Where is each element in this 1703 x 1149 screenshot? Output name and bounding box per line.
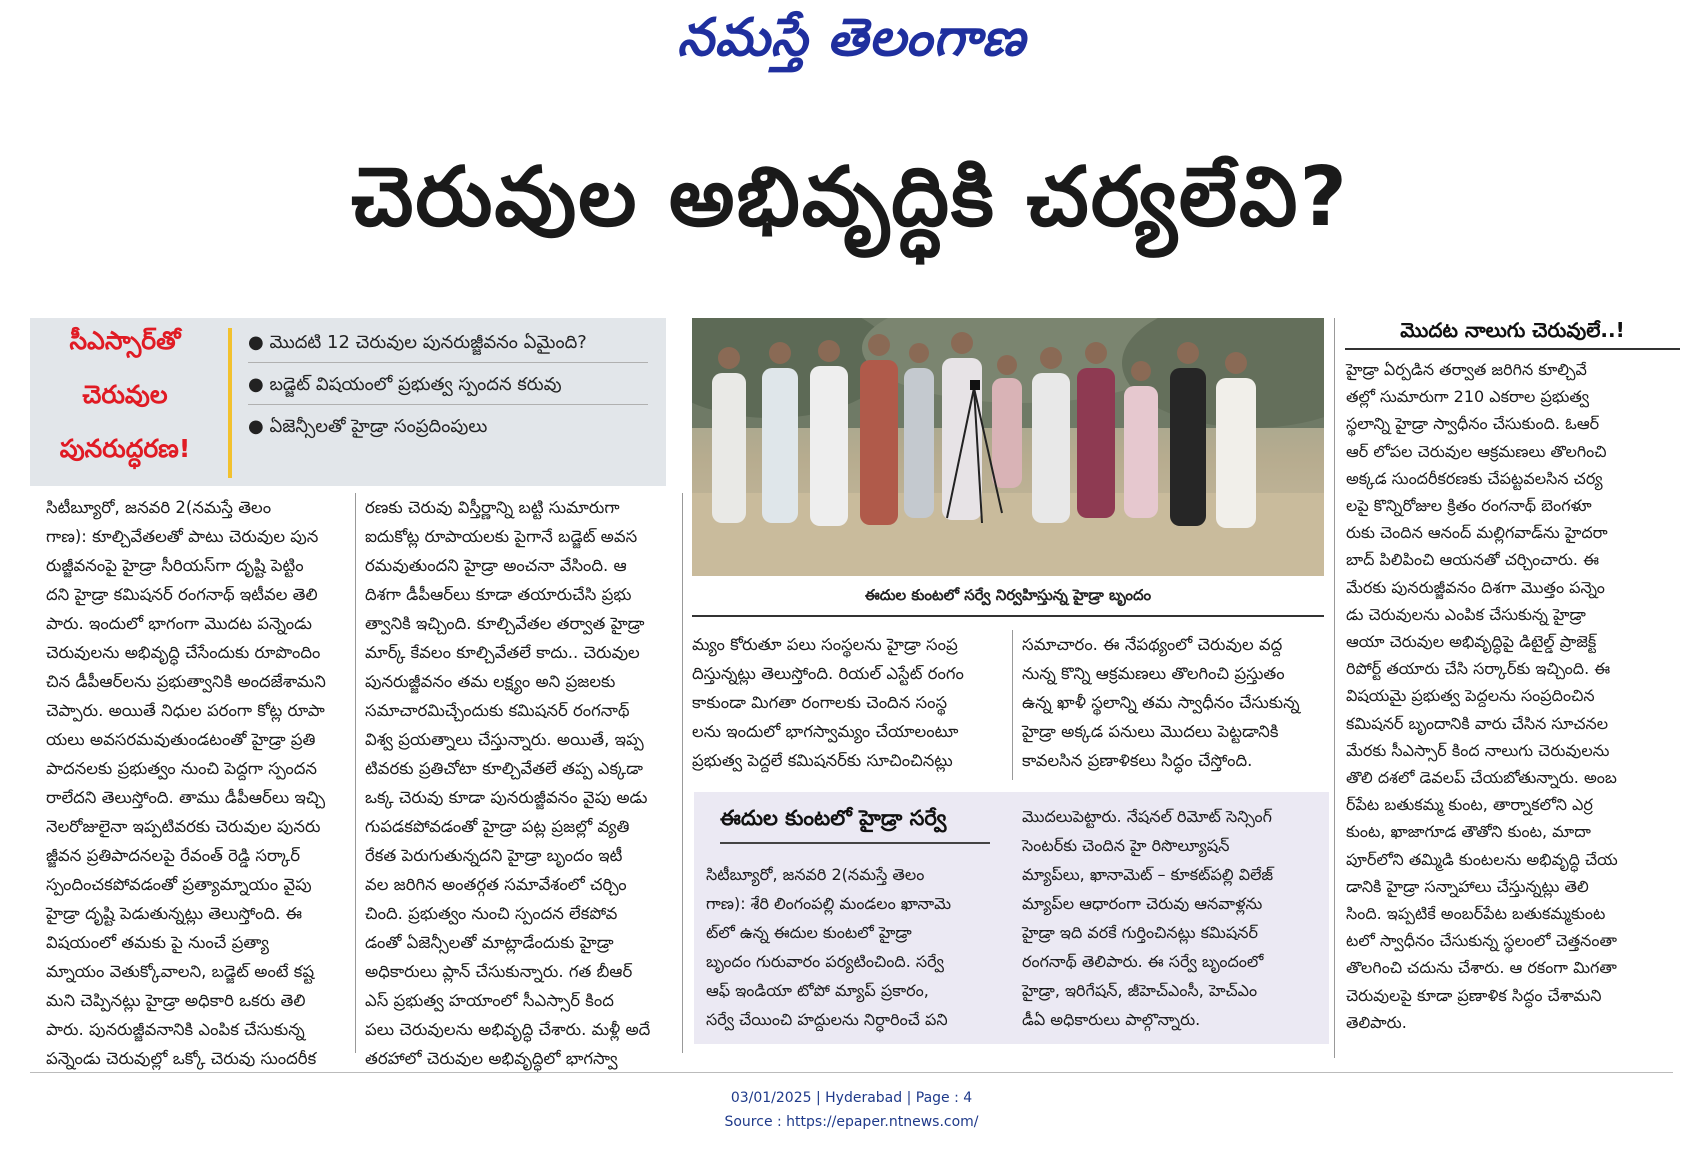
highlight-box (30, 318, 666, 486)
sidebar-title-rule (720, 842, 990, 844)
footer-rule (30, 1072, 1673, 1073)
highlight-bullet-text: ఏజెన్సీలతో హైడ్రా సంప్రదింపులు (269, 416, 488, 437)
bullet-divider (248, 404, 648, 405)
article-column-4: సమాచారం. ఈ నేపథ్యంలో చెరువుల వద్ద నున్న కొన్ని ఆక్రమణలు తొలగించి ప్రస్తుతం ఉన్న ఖాళీ స్థలాన్ని తమ స్వాధీనం చేసుకున్న హైడ్రా అక్కడ పనులు మొదలు పెట్టడానికి కావలసిన ప్రణాళికలు సిద్ధం చేస్తోంది. (1022, 635, 1300, 770)
column-divider (1334, 318, 1335, 1058)
highlight-label-line: సీఎస్సార్‌తో (69, 326, 181, 355)
highlight-divider (228, 328, 232, 478)
column-divider (355, 493, 356, 1053)
sidebar-story-column-a: సిటీబ్యూరో, జనవరి 2(నమస్తే తెలం గాణ): శేరి లింగంపల్లి మండలం ఖానామె ట్‌లో ఉన్న ఈదుల కుంటలో హైడ్రా బృందం గురువారం పర్యటించింది. సర్వే ఆఫ్ ఇండియా టోపో మ్యాప్ ప్రకారం, సర్వే చేయించి హద్దులను నిర్ధారించే పని (706, 865, 952, 1029)
right-story-body: హైడ్రా ఏర్పడిన తర్వాత జరిగిన కూల్చివే తల్లో సుమారుగా 210 ఎకరాల ప్రభుత్వ స్థలాన్ని హైడ్రా స్వాధీనం చేసుకుంది. ఓఆర్ ఆర్ లోపల చెరువుల ఆక్రమణలు తొలగించి అక్కడ సుందరీకరణకు చేపట్టవలసిన చర్య లపై కొన్నిరోజుల క్రితం రంగనాథ్ బెంగళూ రుకు చెందిన ఆనంద్ మల్లిగవాడ్‌ను హైదరా బాద్ పిలిపించి ఆయనతో చర్చించారు. ఈ మేరకు పునరుజ్జీవనం దిశగా మొత్తం పన్నెం డు చెరువులను ఎంపిక చేసుకున్న హైడ్రా ఆయా చెరువుల అభివృద్ధిపై డిటైల్డ్ ప్రాజెక్ట్ రిపోర్ట్ తయారు చేసి సర్కార్‌కు ఇచ్చింది. ఈ విషయమై ప్రభుత్వ పెద్దలను సంప్రదించిన కమిషనర్ బృందానికి వారు చేసిన సూచనల మేరకు సీఎస్సార్ కింద నాలుగు చెరువులను తొలి దశలో డెవలప్ చేయబోతున్నారు. అంబ ర్‌పేట బతుకమ్మ కుంట, తార్నాకలోని ఎర్ర కుంట, ఖాజాగూడ తౌతోని కుంట, మాదా పూర్‌లోని తమ్మిడి కుంటలను అభివృద్ధి చేయ డానికి హైడ్రా సన్నాహాలు చేస్తున్నట్లు తెలి సింది. ఇప్పటికే అంబర్‌పేట బతుకమ్మకుంట టలో స్వాధీనం చేసుకున్న స్థలంలో చెత్తనంతా తొలగించి చదును చేశారు. ఆ రకంగా మిగతా చెరువులపై కూడా ప్రణాళిక సిద్ధం చేశామని తెలిపారు. (1346, 360, 1618, 1032)
column-divider (682, 493, 683, 1053)
highlight-bullet: ● ఏజెన్సీలతో హైడ్రా సంప్రదింపులు (248, 416, 488, 437)
highlight-label (30, 318, 220, 486)
right-story-title: మొదట నాలుగు చెరువులే..! (1400, 318, 1625, 342)
highlight-bullet: ● మొదటి 12 చెరువుల పునరుజ్జీవనం ఏమైంది? (248, 332, 587, 353)
photo-caption: ఈదుల కుంటలో సర్వే నిర్వహిస్తున్న హైడ్రా బృందం (864, 586, 1152, 604)
highlight-bullet-text: బడ్జెట్ విషయంలో ప్రభుత్వ స్పందన కరువు (269, 374, 562, 395)
highlight-label-line: పునరుద్ధరణ! (59, 434, 191, 463)
article-column-2: రణకు చెరువు విస్తీర్ణాన్ని బట్టి సుమారుగా ఐదుకోట్ల రూపాయలకు పైగానే బడ్జెట్ అవస రమవుతుందని హైడ్రా అంచనా వేసింది. ఆ దిశగా డీపీఆర్‌లు కూడా తయారుచేసి ప్రభు త్వానికి ఇచ్చింది. కూల్చివేతల తర్వాత హైడ్రా మార్క్ కేవలం కూల్చివేతలే కాదు.. చెరువుల పునరుజ్జీవనం తమ లక్ష్యం అని ప్రజలకు సమాచారమిచ్చేందుకు కమిషనర్ రంగనాథ్ విశ్వ ప్రయత్నాలు చేస్తున్నారు. అయితే, ఇప్ప టివరకు ప్రతిచోటా కూల్చివేతలే తప్ప ఎక్కడా ఒక్క చెరువు కూడా పునరుజ్జీవనం వైపు అడు గుపడకపోవడంతో హైడ్రా పట్ల ప్రజల్లో వ్యతి రేకత పెరుగుతున్నదని హైడ్రా బృందం ఇటీ వల జరిగిన అంతర్గత సమావేశంలో చర్చిం చింది. ప్రభుత్వం నుంచి స్పందన లేకపోవ డంతో ఏజెన్సీలతో మాట్లాడేందుకు హైడ్రా అధికారులు ప్లాన్ చేసుకున్నారు. గత బీఆర్ ఎస్ ప్రభుత్వ హయాంలో సీఎస్సార్ కింద పలు చెరువులను అభివృద్ధి చేశారు. మళ్లీ అదే తరహాలో చెరువుల అభివృద్ధిలో భాగస్వా (365, 498, 651, 1068)
masthead-logo: నమస్తే తెలంగాణ (677, 8, 1026, 68)
survey-team-photo (692, 318, 1324, 576)
column-divider (1012, 630, 1013, 780)
highlight-label-line: చెరువుల (82, 380, 168, 409)
article-column-3: మ్యం కోరుతూ పలు సంస్థలను హైడ్రా సంప్ర దిస్తున్నట్లు తెలుస్తోంది. రియల్ ఎస్టేట్ రంగం కాకుండా మిగతా రంగాలకు చెందిన సంస్థ లను ఇందులో భాగస్వామ్యం చేయాలంటూ ప్రభుత్వ పెద్దలే కమిషనర్‌కు సూచించినట్లు (692, 635, 964, 770)
article-column-1: సిటీబ్యూరో, జనవరి 2(నమస్తే తెలం గాణ): కూల్చివేతలతో పాటు చెరువుల పున రుజ్జీవనంపై హైడ్రా సీరియస్‌గా దృష్టి పెట్టిం దని హైడ్రా కమిషనర్ రంగనాథ్ ఇటీవల తెలి పారు. ఇందులో భాగంగా మొదట పన్నెండు చెరువులను అభివృద్ధి చేసేందుకు రూపొందిం చిన డీపీఆర్‌లను ప్రభుత్వానికి అందజేశామని చెప్పారు. అయితే నిధుల పరంగా కోట్ల రూపా యలు అవసరమవుతుండటంతో హైడ్రా ప్రతి పాదనలకు ప్రభుత్వం నుంచి పెద్దగా స్పందన రాలేదని తెలుస్తోంది. తాము డీపీఆర్‌లు ఇచ్చి నెలరోజులైనా ఇప్పటివరకు చెరువుల పునరు జ్జీవన ప్రతిపాదనలపై రేవంత్ రెడ్డి సర్కార్ స్పందించకపోవడంతో ప్రత్యామ్నాయం వైపు హైడ్రా దృష్టి పెడుతున్నట్లు తెలుస్తోంది. ఈ విషయంలో తమకు పై నుంచే ప్రత్యా మ్నాయం వెతుక్కోవాలని, బడ్జెట్ అంటే కష్ట మని చెప్పినట్లు హైడ్రా అధికారి ఒకరు తెలి పారు. పునరుజ్జీవనానికి ఎంపిక చేసుకున్న పన్నెండు చెరువుల్లో ఒక్కో చెరువు సుందరీక (46, 498, 326, 1068)
bullet-divider (248, 362, 648, 363)
highlight-bullet: ● బడ్జెట్ విషయంలో ప్రభుత్వ స్పందన కరువు (248, 374, 562, 395)
footer-dateline: 03/01/2025 | Hyderabad | Page : 4 (730, 1090, 973, 1106)
caption-rule (692, 615, 1324, 617)
sidebar-story-column-b: మొదలుపెట్టారు. నేషనల్ రిమోట్ సెన్సింగ్ సెంటర్‌కు చెందిన హై రిసొల్యూషన్ మ్యాప్‌లు, ఖానామెట్ – కూకట్‌పల్లి విలేజ్ మ్యాప్‌ల ఆధారంగా చెరువు ఆనవాళ్లను హైడ్రా ఇది వరకే గుర్తించినట్లు కమిషనర్ రంగనాథ్ తెలిపారు. ఈ సర్వే బృందంలో హైడ్రా, ఇరిగేషన్, జీహెచ్ఎంసీ, హెచ్ఎం డీఏ అధికారులు పాల్గొన్నారు. (1022, 807, 1274, 1029)
footer-source: Source : https://epaper.ntnews.com/ (724, 1114, 979, 1130)
photo-illustration (692, 318, 1324, 576)
headline: చెరువుల అభివృద్ధికి చర్యలేవి? (351, 150, 1349, 245)
highlight-bullet-text: మొదటి 12 చెరువుల పునరుజ్జీవనం ఏమైంది? (269, 332, 587, 353)
sidebar-story-title: ఈదుల కుంటలో హైడ్రా సర్వే (720, 806, 947, 830)
right-story-title-rule (1345, 348, 1680, 350)
